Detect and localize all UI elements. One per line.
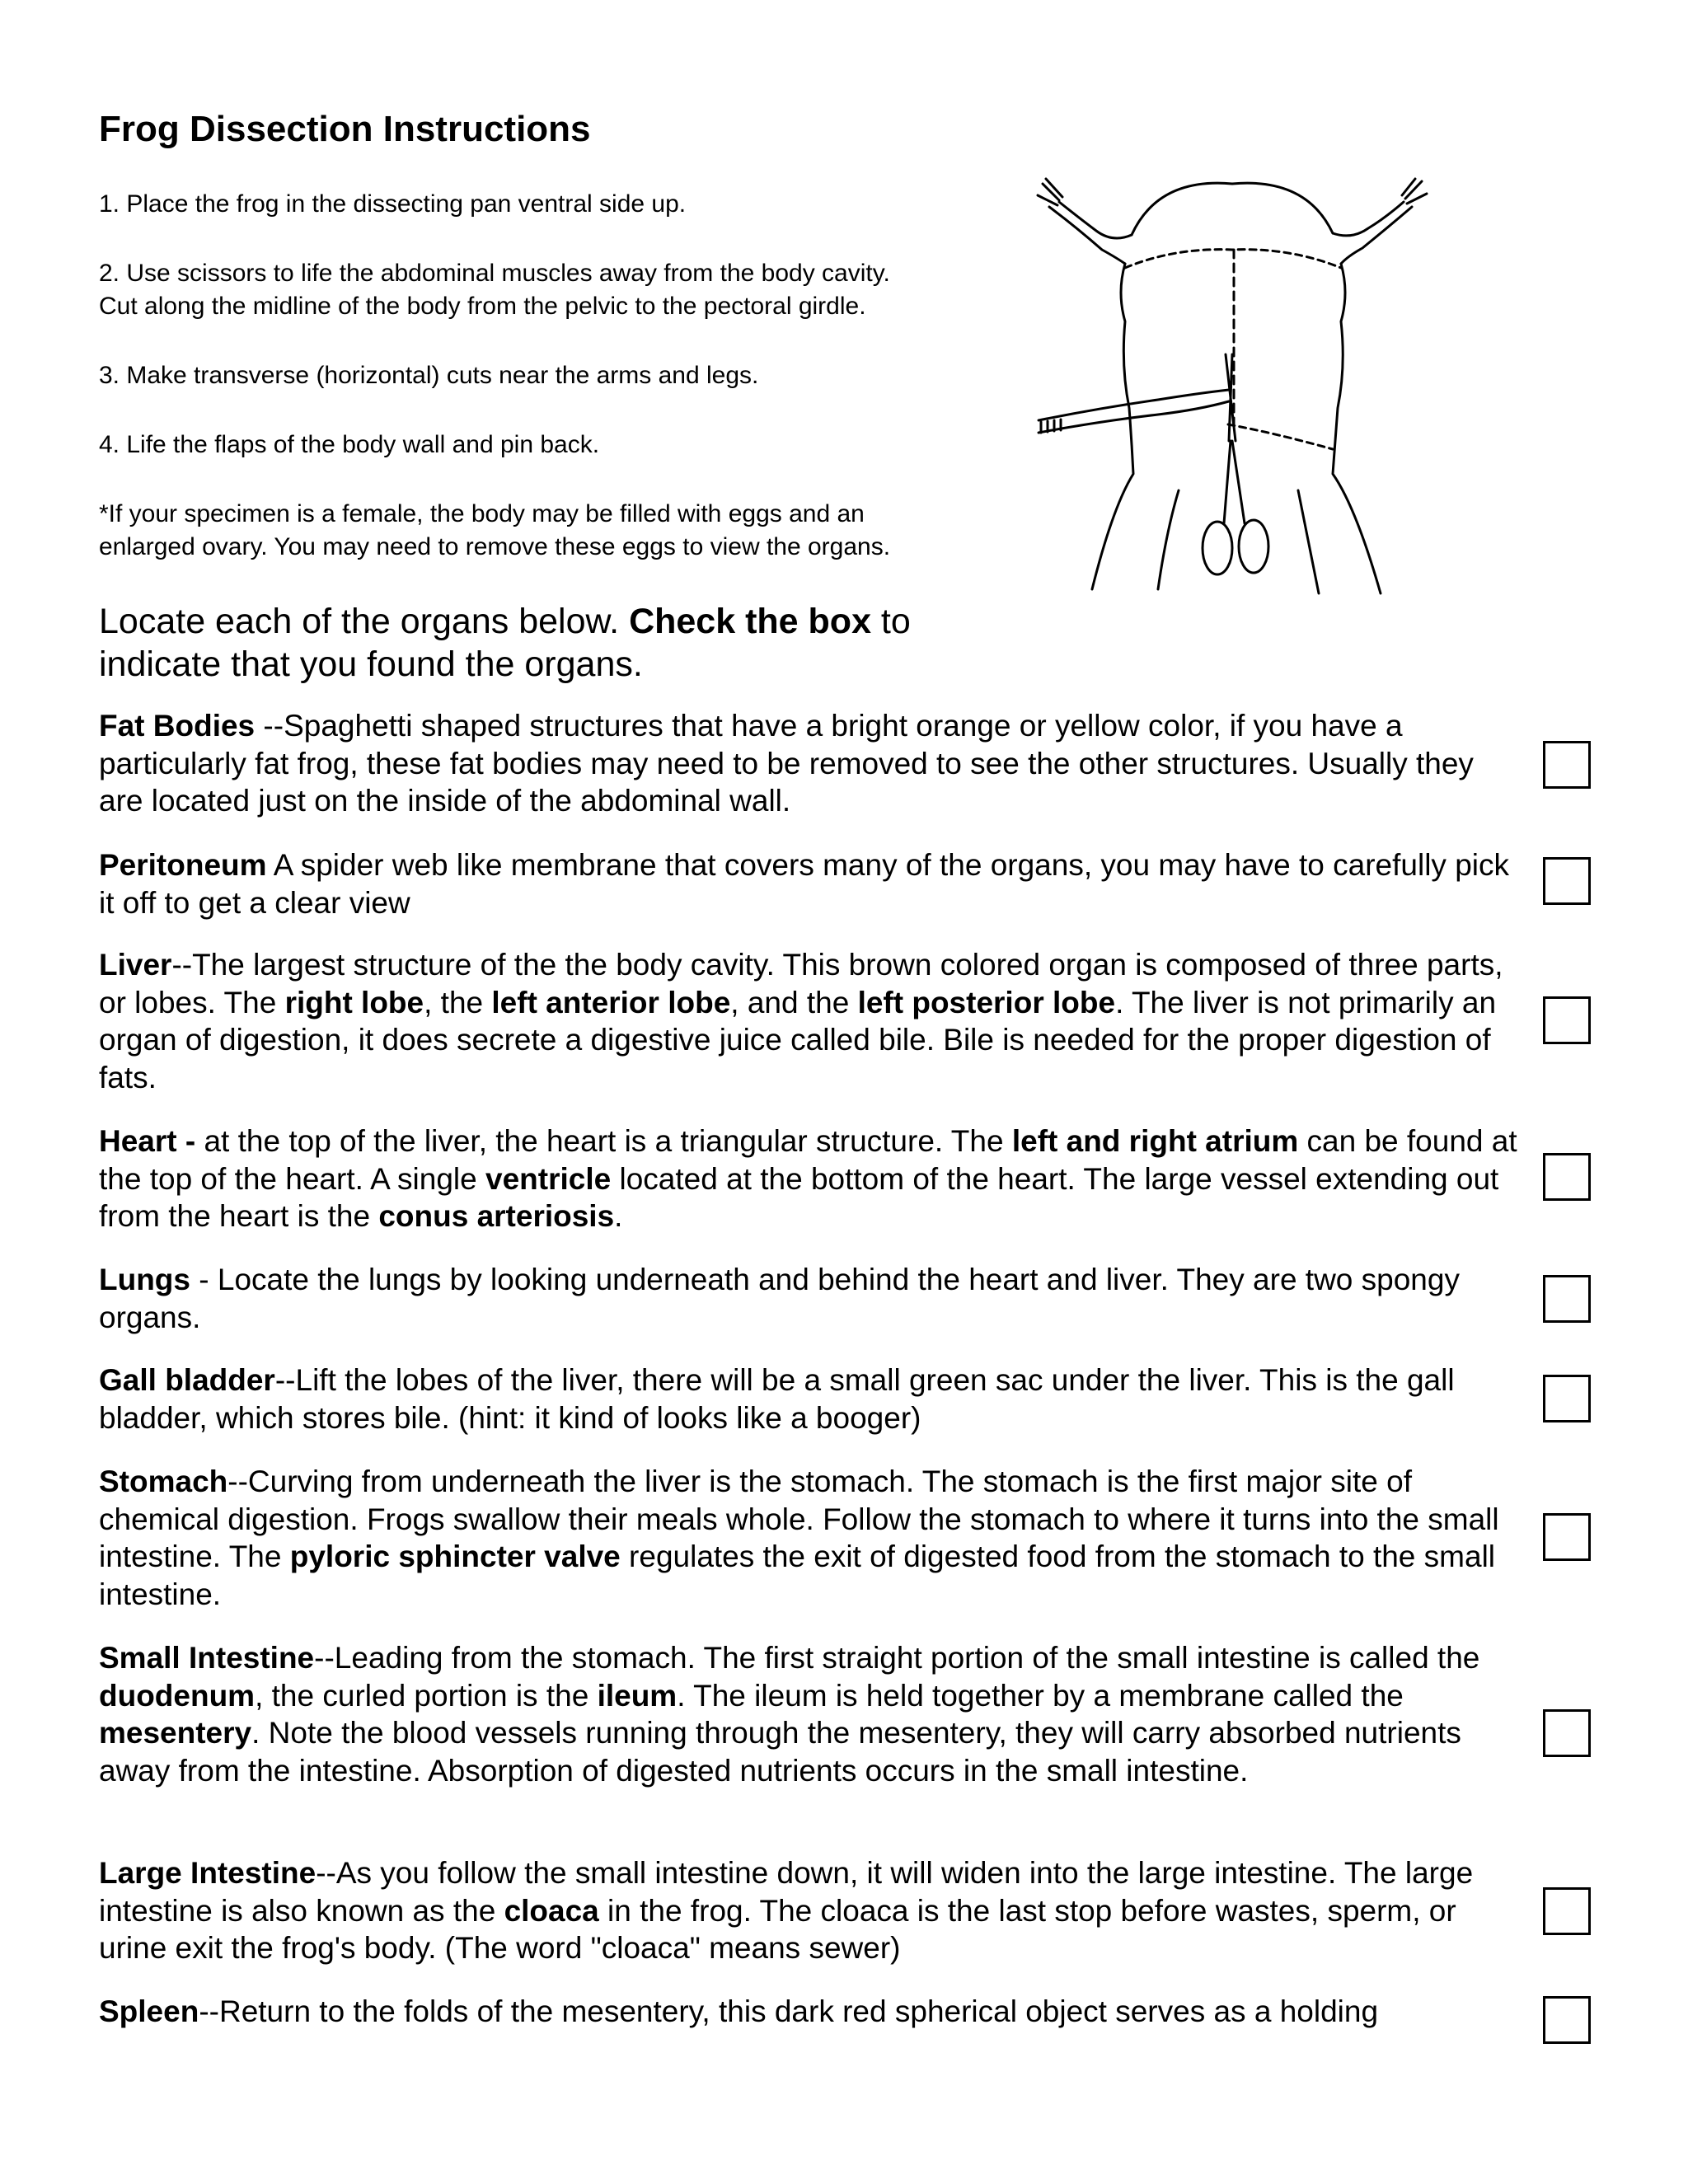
organ-fat-bodies: Fat Bodies --Spaghetti shaped structures that have a bright orange or yellow color, if you have a particularly fat frog, these fat bodies may need to be removed to see the other structures. Usually they are located just on the inside of the abdominal wall.: [99, 709, 1474, 818]
checkbox-peritoneum[interactable]: [1543, 857, 1591, 905]
step-2-line-2: Cut along the midline of the body from the pelvic to the pectoral girdle.: [99, 293, 866, 320]
checkbox-gall-bladder[interactable]: [1543, 1375, 1591, 1422]
organ-peritoneum: Peritoneum A spider web like membrane that covers many of the organs, you may have to carefully pick it off to get a clear view: [99, 848, 1510, 920]
checkbox-liver[interactable]: [1543, 996, 1591, 1044]
organ-small-intestine: Small Intestine--Leading from the stomach. The first straight portion of the small intestine is called the duodenum, the curled portion is the ileum. The ileum is held together by a membrane called the mesentery. Note the blood vessels running through the mesentery, they will carry absorbed nutrients away from the intestine. Absorption of digested nutrients occurs in the small intestine.: [99, 1641, 1480, 1788]
page-title: Frog Dissection Instructions: [99, 109, 591, 149]
step-1: 1. Place the frog in the dissecting pan ventral side up.: [99, 190, 687, 218]
organ-liver: Liver--The largest structure of the the body cavity. This brown colored organ is composed of three parts, or lobes. The right lobe, the left anterior lobe, and the left posterior lobe. The liver is not primarily an organ of digestion, it does secrete a digestive juice called bile. Bile is needed for the proper digestion of fats.: [99, 948, 1503, 1094]
checkbox-heart[interactable]: [1543, 1153, 1591, 1201]
step-3: 3. Make transverse (horizontal) cuts near the arms and legs.: [99, 362, 759, 389]
female-note-line-1: *If your specimen is a female, the body may be filled with eggs and an: [99, 500, 865, 527]
female-note-line-2: enlarged ovary. You may need to remove these eggs to view the organs.: [99, 533, 891, 560]
organ-stomach: Stomach--Curving from underneath the liver is the stomach. The stomach is the first major site of chemical digestion. Frogs swallow their meals whole. Follow the stomach to where it turns into the small intestine. The pyloric sphincter valve regulates the exit of digested food from the stomach to the small intestine.: [99, 1465, 1499, 1611]
organ-heart: Heart - at the top of the liver, the heart is a triangular structure. The left and right atrium can be found at the top of the heart. A single ventricle located at the bottom of the heart. The large vessel extending out from the heart is the conus arteriosis.: [99, 1124, 1517, 1233]
step-4: 4. Life the flaps of the body wall and pin back.: [99, 431, 600, 458]
checkbox-stomach[interactable]: [1543, 1513, 1591, 1561]
locate-instructions: Locate each of the organs below. Check the box to indicate that you found the organs.: [99, 602, 911, 684]
checkbox-spleen[interactable]: [1543, 1996, 1591, 2044]
frog-dissection-illustration: [1034, 177, 1430, 602]
checkbox-large-intestine[interactable]: [1543, 1887, 1591, 1935]
checkbox-small-intestine[interactable]: [1543, 1709, 1591, 1757]
organ-lungs: Lungs - Locate the lungs by looking underneath and behind the heart and liver. They are two spongy organs.: [99, 1263, 1460, 1334]
step-2-line-1: 2. Use scissors to life the abdominal muscles away from the body cavity.: [99, 260, 890, 287]
organ-gall-bladder: Gall bladder--Lift the lobes of the liver, there will be a small green sac under the liver. This is the gall bladder, which stores bile. (hint: it kind of looks like a booger): [99, 1363, 1455, 1435]
organ-spleen: Spleen--Return to the folds of the mesentery, this dark red spherical object serves as a holding: [99, 1994, 1379, 2028]
organ-large-intestine: Large Intestine--As you follow the small intestine down, it will widen into the large intestine. The large intestine is also known as the cloaca in the frog. The cloaca is the last stop before wastes, sperm, or urine exit the frog's body. (The word "cloaca" means sewer): [99, 1856, 1474, 1965]
checkbox-lungs[interactable]: [1543, 1275, 1591, 1323]
checkbox-fat-bodies[interactable]: [1543, 741, 1591, 789]
